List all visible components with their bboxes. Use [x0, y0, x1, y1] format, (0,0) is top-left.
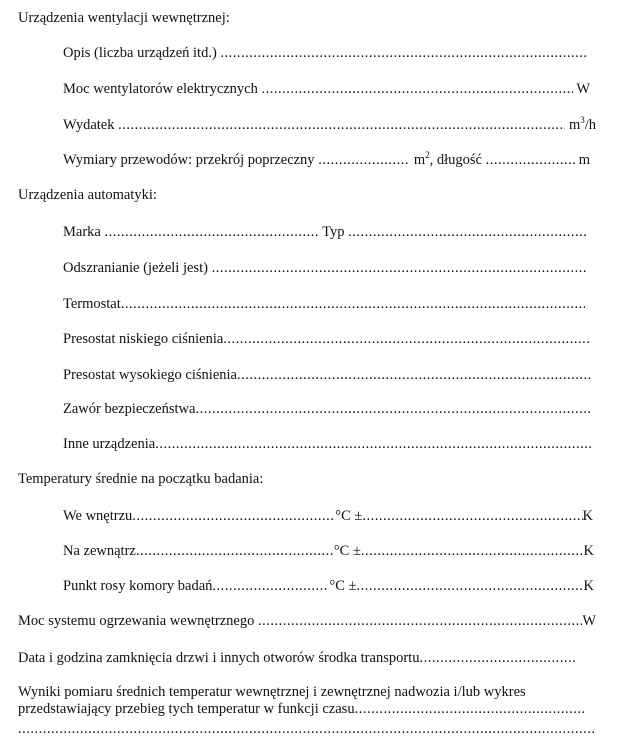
ducts-length-label: , długość	[429, 152, 482, 168]
dew-point-tolerance-field[interactable]	[356, 577, 583, 595]
ducts-area-field[interactable]	[318, 151, 410, 169]
safety-valve-label: Zawór bezpieczeństwa	[63, 401, 196, 417]
ducts-length-unit: m	[578, 152, 590, 168]
inside-kelvin-unit: K	[582, 508, 593, 524]
brand-label: Marka	[63, 224, 101, 240]
outside-temp-row	[63, 542, 594, 560]
thermostat-row	[63, 295, 585, 313]
description-field[interactable]	[220, 44, 587, 62]
defrost-row	[63, 259, 587, 277]
dew-point-label: Punkt rosy komory badań	[63, 578, 213, 594]
ventilation-heading-text: Urządzenia wentylacji wewnętrznej:	[18, 10, 230, 26]
output-unit: $m^3/h$	[568, 115, 596, 133]
fan-power-label: Moc wentylatorów elektrycznych	[63, 81, 258, 97]
inside-temp-row	[63, 507, 593, 525]
closing-field[interactable]	[419, 649, 576, 667]
description-row	[63, 44, 587, 62]
ducts-row	[63, 151, 590, 169]
heating-label: Moc systemu ogrzewania wewnętrznego	[18, 613, 255, 629]
ventilation-heading	[18, 9, 230, 27]
results-text-2: przedstawiający przebieg tych temperatur w funkcji czasu	[18, 701, 355, 717]
closing-label: Data i godzina zamknięcia drzwi i innych otworów środka transportu	[18, 650, 420, 666]
low-pressure-field[interactable]	[223, 330, 589, 348]
outside-temp-field[interactable]	[136, 542, 334, 560]
fan-power-row	[63, 80, 590, 98]
ducts-area-unit: $m^2$	[413, 150, 430, 168]
thermostat-field[interactable]	[121, 295, 585, 313]
ducts-length-field[interactable]	[486, 151, 576, 169]
type-field[interactable]	[348, 223, 587, 241]
type-label: Typ	[322, 224, 345, 240]
high-pressure-field[interactable]	[237, 366, 591, 384]
description-label: Opis (liczba urządzeń itd.)	[63, 45, 217, 61]
dew-point-field[interactable]	[212, 577, 329, 595]
heating-unit: W	[582, 613, 596, 629]
brand-field[interactable]	[104, 223, 318, 241]
other-devices-row	[63, 435, 591, 453]
outside-kelvin-unit: K	[583, 543, 594, 559]
output-field[interactable]	[118, 116, 565, 134]
outside-tolerance-field[interactable]	[361, 542, 584, 560]
low-pressure-label: Presostat niskiego ciśnienia	[63, 331, 224, 347]
defrost-label: Odszranianie (jeżeli jest)	[63, 260, 208, 276]
ducts-label: Wymiary przewodów: przekrój poprzeczny	[63, 152, 315, 168]
other-devices-label: Inne urządzenia	[63, 436, 156, 452]
low-pressure-row	[63, 330, 589, 348]
dew-point-kelvin-unit: K	[583, 578, 594, 594]
results-line-3	[18, 720, 596, 738]
brand-type-row	[63, 223, 587, 241]
dew-point-row	[63, 577, 594, 595]
automation-heading-text: Urządzenia automatyki:	[18, 187, 157, 203]
results-field[interactable]	[355, 700, 586, 718]
outside-celsius-unit: °C ±	[333, 543, 361, 559]
output-row	[63, 116, 596, 134]
results-line-1	[18, 683, 526, 701]
inside-celsius-unit: °C ±	[335, 508, 363, 524]
thermostat-label: Termostat	[63, 296, 121, 312]
automation-heading	[18, 186, 157, 204]
temperatures-heading	[18, 470, 263, 488]
inside-tolerance-field[interactable]	[362, 507, 582, 525]
closing-row	[18, 649, 576, 667]
defrost-field[interactable]	[212, 259, 587, 277]
high-pressure-row	[63, 366, 591, 384]
high-pressure-label: Presostat wysokiego ciśnienia	[63, 367, 237, 383]
results-line-2	[18, 700, 586, 718]
safety-valve-field[interactable]	[195, 400, 591, 418]
results-continuation-field[interactable]	[18, 720, 596, 738]
safety-valve-row	[63, 400, 591, 418]
inside-temp-label: We wnętrzu	[63, 508, 133, 524]
fan-power-unit: W	[576, 81, 590, 97]
fan-power-field[interactable]	[262, 80, 573, 98]
other-devices-field[interactable]	[155, 435, 591, 453]
heating-field[interactable]	[258, 612, 582, 630]
outside-temp-label: Na zewnątrz	[63, 543, 136, 559]
dew-point-celsius-unit: °C ±	[329, 578, 357, 594]
heating-row	[18, 612, 596, 630]
temperatures-heading-text: Temperatury średnie na początku badania:	[18, 471, 264, 487]
inside-temp-field[interactable]	[132, 507, 335, 525]
results-text-1: Wyniki pomiaru średnich temperatur wewnętrznej i zewnętrznej nadwozia i/lub wykres	[18, 684, 526, 700]
output-label: Wydatek	[63, 117, 115, 133]
